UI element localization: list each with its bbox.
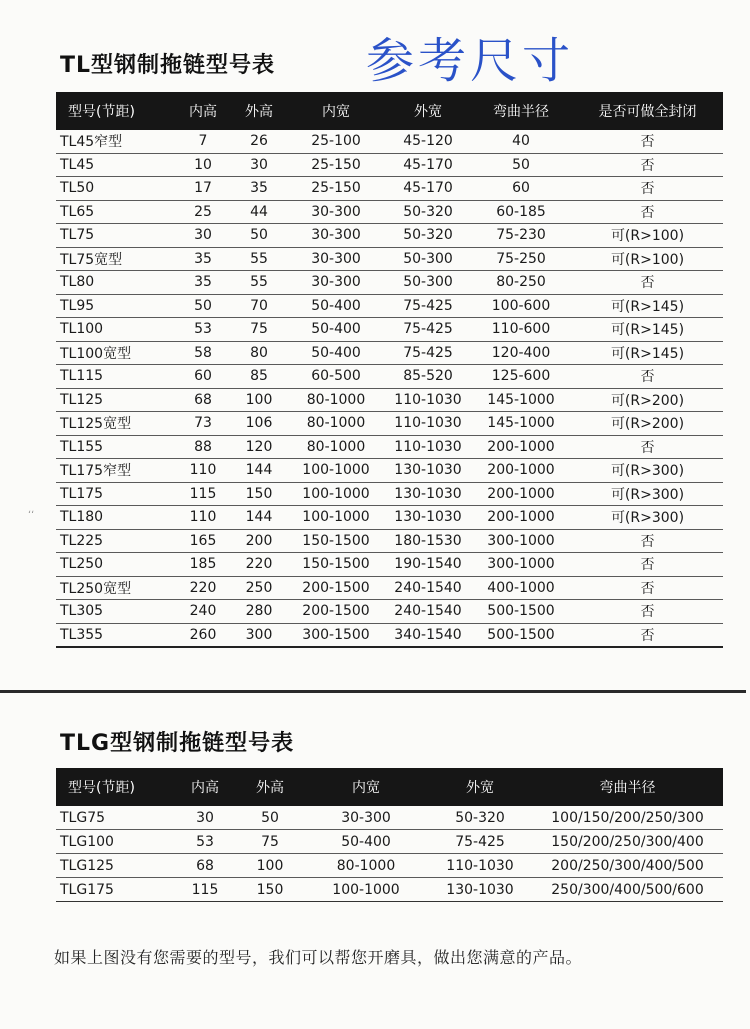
table-cell: 100	[232, 388, 286, 412]
header-inner-height: 内高	[174, 768, 236, 806]
table-row	[56, 435, 723, 459]
table-cell: TL355	[56, 623, 174, 647]
table-cell: 150	[236, 878, 304, 902]
table-cell: 可(R>145)	[572, 294, 723, 318]
table-cell: 130-1030	[386, 482, 470, 506]
table-cell: 70	[232, 294, 286, 318]
table-row	[56, 806, 723, 830]
table-cell: 110	[174, 459, 232, 483]
table-cell: 否	[572, 365, 723, 389]
table-row	[56, 576, 723, 600]
table-cell: TL75	[56, 224, 174, 248]
table-cell: 220	[232, 553, 286, 577]
table-cell: 否	[572, 576, 723, 600]
table-row	[56, 200, 723, 224]
table-cell: 否	[572, 435, 723, 459]
table-cell: TL155	[56, 435, 174, 459]
table-cell: 200	[232, 529, 286, 553]
table-cell: 10	[174, 153, 232, 177]
header-inner-height: 内高	[174, 92, 232, 130]
table-cell: TL180	[56, 506, 174, 530]
table-cell: 可(R>100)	[572, 224, 723, 248]
table-row	[56, 506, 723, 530]
table-cell: 300-1000	[470, 553, 572, 577]
table-cell: 80-1000	[286, 435, 386, 459]
header-model: 型号(节距)	[56, 92, 174, 130]
table-row	[56, 365, 723, 389]
table-cell: 115	[174, 878, 236, 902]
table-cell: 80-1000	[286, 412, 386, 436]
table-cell: TL250宽型	[56, 576, 174, 600]
table-cell: TL95	[56, 294, 174, 318]
table-cell: 185	[174, 553, 232, 577]
table-cell: 可(R>145)	[572, 318, 723, 342]
table-cell: 110-1030	[428, 854, 532, 878]
table-cell: 80-1000	[304, 854, 428, 878]
table-cell: 250	[232, 576, 286, 600]
table-cell: 240	[174, 600, 232, 624]
table-cell: 100-1000	[286, 506, 386, 530]
table-cell: 200-1000	[470, 482, 572, 506]
table-row	[56, 878, 723, 902]
reference-size-title: 参考尺寸	[366, 33, 575, 89]
table-cell: 75	[232, 318, 286, 342]
table-cell: 73	[174, 412, 232, 436]
table-cell: 30-300	[304, 806, 428, 830]
table-cell: 75-250	[470, 247, 572, 271]
table-cell: 300-1500	[286, 623, 386, 647]
table-cell: 88	[174, 435, 232, 459]
table-cell: 50-320	[386, 224, 470, 248]
table-row	[56, 271, 723, 295]
table-cell: 150/200/250/300/400	[532, 830, 723, 854]
table1-body	[56, 130, 723, 647]
table-cell: TL175窄型	[56, 459, 174, 483]
table-cell: TL305	[56, 600, 174, 624]
header-bend-radius: 弯曲半径	[532, 768, 723, 806]
table-cell: 可(R>300)	[572, 459, 723, 483]
table-cell: 120-400	[470, 341, 572, 365]
table-cell: 300	[232, 623, 286, 647]
table-cell: TL125	[56, 388, 174, 412]
table-row	[56, 529, 723, 553]
table-cell: TL250	[56, 553, 174, 577]
table-cell: 25	[174, 200, 232, 224]
table-cell: TL75宽型	[56, 247, 174, 271]
table-cell: 可(R>200)	[572, 388, 723, 412]
table-cell: 否	[572, 130, 723, 153]
table-cell: 60	[174, 365, 232, 389]
table-cell: 26	[232, 130, 286, 153]
table-cell: 50-320	[386, 200, 470, 224]
table-row	[56, 854, 723, 878]
table-cell: 45-170	[386, 177, 470, 201]
table-cell: 可(R>300)	[572, 482, 723, 506]
table-cell: 50-400	[286, 341, 386, 365]
table-cell: 58	[174, 341, 232, 365]
table-cell: 25-100	[286, 130, 386, 153]
table-cell: 50	[470, 153, 572, 177]
table-cell: 50-320	[428, 806, 532, 830]
table-cell: 30	[174, 806, 236, 830]
table-row	[56, 600, 723, 624]
table-cell: 否	[572, 271, 723, 295]
header-outer-width: 外宽	[428, 768, 532, 806]
table-cell: TL115	[56, 365, 174, 389]
tl-model-table-container	[56, 92, 723, 648]
table-cell: 150	[232, 482, 286, 506]
table-cell: 68	[174, 388, 232, 412]
table-cell: TLG100	[56, 830, 174, 854]
table-cell: 68	[174, 854, 236, 878]
table-cell: TLG125	[56, 854, 174, 878]
table-cell: 80	[232, 341, 286, 365]
table-cell: 200-1500	[286, 600, 386, 624]
table-cell: 可(R>300)	[572, 506, 723, 530]
table-cell: 30-300	[286, 224, 386, 248]
table-cell: 60	[470, 177, 572, 201]
tlg-model-table-container	[56, 768, 723, 902]
table-cell: 120	[232, 435, 286, 459]
table-cell: 400-1000	[470, 576, 572, 600]
tl-model-table	[56, 92, 723, 648]
table-cell: 100/150/200/250/300	[532, 806, 723, 830]
table-cell: TL45窄型	[56, 130, 174, 153]
table-cell: 340-1540	[386, 623, 470, 647]
header-outer-height: 外高	[236, 768, 304, 806]
header-outer-height: 外高	[232, 92, 286, 130]
table-cell: 75-425	[386, 318, 470, 342]
table-cell: 110	[174, 506, 232, 530]
table-cell: 50-300	[386, 271, 470, 295]
table-cell: 110-1030	[386, 435, 470, 459]
table-cell: 50-400	[286, 294, 386, 318]
table-cell: TL225	[56, 529, 174, 553]
table-row	[56, 177, 723, 201]
table-cell: 75-425	[428, 830, 532, 854]
table-cell: 60-500	[286, 365, 386, 389]
table-cell: 150-1500	[286, 529, 386, 553]
table-cell: 300-1000	[470, 529, 572, 553]
table-cell: TLG175	[56, 878, 174, 902]
table-cell: 145-1000	[470, 388, 572, 412]
table2-header-row	[56, 768, 723, 806]
table-cell: 125-600	[470, 365, 572, 389]
table-row	[56, 318, 723, 342]
table-cell: 110-1030	[386, 412, 470, 436]
table-row	[56, 623, 723, 647]
table-row	[56, 153, 723, 177]
table-cell: 144	[232, 506, 286, 530]
table-cell: 100-1000	[286, 482, 386, 506]
table-cell: 50-400	[304, 830, 428, 854]
table-cell: 200-1000	[470, 506, 572, 530]
table-cell: 250/300/400/500/600	[532, 878, 723, 902]
table-cell: TL100宽型	[56, 341, 174, 365]
table-cell: 110-600	[470, 318, 572, 342]
table2-title: TLG型钢制拖链型号表	[60, 731, 295, 756]
tlg-model-table	[56, 768, 723, 902]
table-cell: 100-1000	[286, 459, 386, 483]
table-cell: 145-1000	[470, 412, 572, 436]
table-cell: 35	[174, 247, 232, 271]
table-cell: 否	[572, 153, 723, 177]
table-row	[56, 388, 723, 412]
table-cell: 25-150	[286, 153, 386, 177]
table-cell: 280	[232, 600, 286, 624]
table-row	[56, 482, 723, 506]
table-cell: 55	[232, 271, 286, 295]
table-cell: 30	[174, 224, 232, 248]
table-cell: 110-1030	[386, 388, 470, 412]
table-cell: TL45	[56, 153, 174, 177]
table-cell: 165	[174, 529, 232, 553]
table-cell: 7	[174, 130, 232, 153]
table-cell: 100	[236, 854, 304, 878]
header-inner-width: 内宽	[304, 768, 428, 806]
footer-note: 如果上图没有您需要的型号，我们可以帮您开磨具，做出您满意的产品。	[54, 948, 583, 967]
table-cell: 200-1500	[286, 576, 386, 600]
table-row	[56, 553, 723, 577]
table-cell: 30	[232, 153, 286, 177]
table-cell: 75	[236, 830, 304, 854]
table-cell: 75-230	[470, 224, 572, 248]
header-fully-enclosed: 是否可做全封闭	[572, 92, 723, 130]
table-row	[56, 412, 723, 436]
table-cell: 60-185	[470, 200, 572, 224]
table-cell: 115	[174, 482, 232, 506]
table-cell: 80-250	[470, 271, 572, 295]
table-cell: 否	[572, 177, 723, 201]
table-cell: 500-1500	[470, 600, 572, 624]
table-cell: 106	[232, 412, 286, 436]
table-cell: 50-400	[286, 318, 386, 342]
table-cell: 35	[174, 271, 232, 295]
table-row	[56, 294, 723, 318]
table-cell: 否	[572, 553, 723, 577]
table-cell: TLG75	[56, 806, 174, 830]
table-cell: 240-1540	[386, 600, 470, 624]
header-bend-radius: 弯曲半径	[470, 92, 572, 130]
table-cell: TL100	[56, 318, 174, 342]
table-cell: TL50	[56, 177, 174, 201]
table-cell: 否	[572, 623, 723, 647]
table-cell: 85-520	[386, 365, 470, 389]
table-cell: 144	[232, 459, 286, 483]
table-cell: 130-1030	[386, 506, 470, 530]
table-cell: 50	[174, 294, 232, 318]
table-row	[56, 341, 723, 365]
table-cell: 85	[232, 365, 286, 389]
table-cell: TL80	[56, 271, 174, 295]
table-cell: 130-1030	[386, 459, 470, 483]
table-cell: 220	[174, 576, 232, 600]
table-cell: 190-1540	[386, 553, 470, 577]
table-cell: 44	[232, 200, 286, 224]
table-cell: 50-300	[386, 247, 470, 271]
table2-body	[56, 806, 723, 902]
table-cell: 200-1000	[470, 435, 572, 459]
table-cell: 100-600	[470, 294, 572, 318]
table1-title: TL型钢制拖链型号表	[60, 53, 276, 78]
table-cell: TL65	[56, 200, 174, 224]
table-cell: 180-1530	[386, 529, 470, 553]
table-cell: 75-425	[386, 341, 470, 365]
table-cell: 500-1500	[470, 623, 572, 647]
table-cell: 否	[572, 529, 723, 553]
table-cell: 50	[232, 224, 286, 248]
table-cell: 75-425	[386, 294, 470, 318]
table-cell: 25-150	[286, 177, 386, 201]
table-cell: 30-300	[286, 271, 386, 295]
section-divider	[0, 690, 746, 693]
header-outer-width: 外宽	[386, 92, 470, 130]
table-row	[56, 459, 723, 483]
table-cell: 45-120	[386, 130, 470, 153]
table-cell: 80-1000	[286, 388, 386, 412]
table-cell: 35	[232, 177, 286, 201]
header-inner-width: 内宽	[286, 92, 386, 130]
table-cell: 100-1000	[304, 878, 428, 902]
table-cell: 17	[174, 177, 232, 201]
table-row	[56, 830, 723, 854]
table-cell: 30-300	[286, 247, 386, 271]
table-cell: TL125宽型	[56, 412, 174, 436]
table-cell: 45-170	[386, 153, 470, 177]
header-model: 型号(节距)	[56, 768, 174, 806]
table-cell: TL175	[56, 482, 174, 506]
table-cell: 53	[174, 318, 232, 342]
table-cell: 40	[470, 130, 572, 153]
table-cell: 53	[174, 830, 236, 854]
table-row	[56, 130, 723, 153]
table-cell: 240-1540	[386, 576, 470, 600]
table-cell: 50	[236, 806, 304, 830]
table-row	[56, 247, 723, 271]
table-row	[56, 224, 723, 248]
table-cell: 可(R>100)	[572, 247, 723, 271]
table-cell: 可(R>200)	[572, 412, 723, 436]
table-cell: 130-1030	[428, 878, 532, 902]
table1-header-row	[56, 92, 723, 130]
table-cell: 200-1000	[470, 459, 572, 483]
table-cell: 200/250/300/400/500	[532, 854, 723, 878]
table-cell: 可(R>145)	[572, 341, 723, 365]
table-cell: 55	[232, 247, 286, 271]
scan-mark: ʻʻ	[28, 510, 35, 521]
table-cell: 否	[572, 200, 723, 224]
table-cell: 260	[174, 623, 232, 647]
table-cell: 否	[572, 600, 723, 624]
table-cell: 30-300	[286, 200, 386, 224]
table-cell: 150-1500	[286, 553, 386, 577]
